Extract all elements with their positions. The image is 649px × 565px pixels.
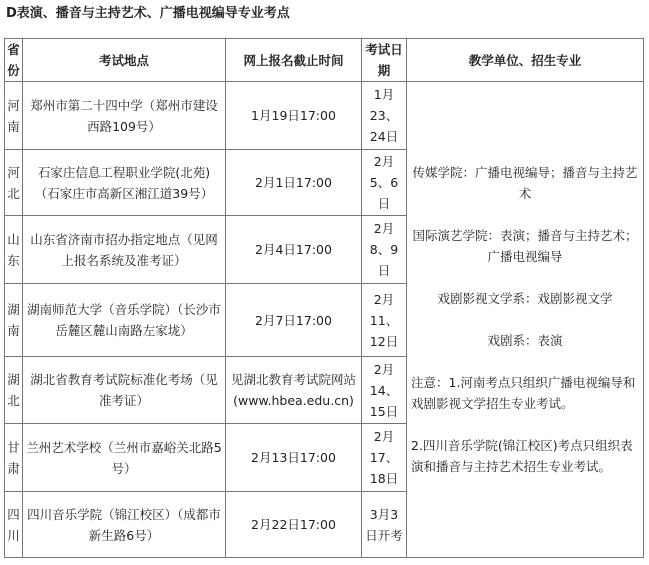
cell-province: 河北 (5, 150, 23, 216)
cell-location: 湖北省教育考试院标准化考场（见准考证） (23, 357, 226, 424)
cell-date: 3月3日开考 (362, 492, 407, 558)
cell-deadline: 1月19日17:00 (226, 82, 362, 150)
cell-location: 四川音乐学院（锦江校区）（成都市新生路6号） (23, 492, 226, 558)
cell-location: 郑州市第二十四中学（郑州市建设西路109号） (23, 82, 226, 150)
cell-date: 2月5、6日 (362, 150, 407, 216)
header-location: 考试地点 (23, 39, 226, 82)
note-drama-literature: 戏剧影视文学系：戏剧影视文学 (437, 291, 613, 306)
cell-province: 山东 (5, 216, 23, 284)
header-deadline: 网上报名截止时间 (226, 39, 362, 82)
cell-date: 1月23、24日 (362, 82, 407, 150)
header-province: 省份 (5, 39, 23, 82)
note-performing-arts: 国际演艺学院：表演；播音与主持艺术；广播电视编导 (412, 228, 638, 264)
cell-location: 兰州艺术学校（兰州市嘉峪关北路5号） (23, 424, 226, 492)
cell-deadline: 2月7日17:00 (226, 284, 362, 357)
cell-deadline: 2月22日17:00 (226, 492, 362, 558)
units-notes-cell (407, 82, 644, 558)
cell-province: 甘肃 (5, 424, 23, 492)
cell-date: 2月17、18日 (362, 424, 407, 492)
page-title: D表演、播音与主持艺术、广播电视编导专业考点 (6, 6, 290, 21)
exam-locations-table (4, 38, 644, 558)
header-units: 教学单位、招生专业 (407, 39, 644, 82)
cell-deadline: 见湖北教育考试院网站(www.hbea.edu.cn) (226, 357, 362, 424)
cell-location: 湖南师范大学（音乐学院）（长沙市岳麓区麓山南路左家垅） (23, 284, 226, 357)
note-media-school: 传媒学院：广播电视编导；播音与主持艺术 (412, 165, 638, 201)
note-henan-attention: 注意：1.河南考点只组织广播电视编导和戏剧影视文学招生专业考试。 (411, 375, 636, 411)
table-row (5, 82, 644, 150)
cell-deadline: 2月4日17:00 (226, 216, 362, 284)
cell-date: 2月11、12日 (362, 284, 407, 357)
cell-deadline: 2月1日17:00 (226, 150, 362, 216)
table-header-row (5, 39, 644, 82)
cell-province: 河南 (5, 82, 23, 150)
cell-deadline: 2月13日17:00 (226, 424, 362, 492)
header-date: 考试日期 (362, 39, 407, 82)
cell-province: 湖北 (5, 357, 23, 424)
cell-province: 湖南 (5, 284, 23, 357)
cell-date: 2月14、15日 (362, 357, 407, 424)
cell-location: 石家庄信息工程职业学院(北苑)（石家庄市高新区湘江道39号） (23, 150, 226, 216)
cell-province: 四川 (5, 492, 23, 558)
cell-location: 山东省济南市招办指定地点（见网上报名系统及准考证） (23, 216, 226, 284)
note-sichuan-attention: 2.四川音乐学院(锦江校区)考点只组织表演和播音与主持艺术招生专业考试。 (411, 438, 633, 474)
note-drama-dept: 戏剧系：表演 (487, 333, 563, 348)
cell-date: 2月8、9日 (362, 216, 407, 284)
